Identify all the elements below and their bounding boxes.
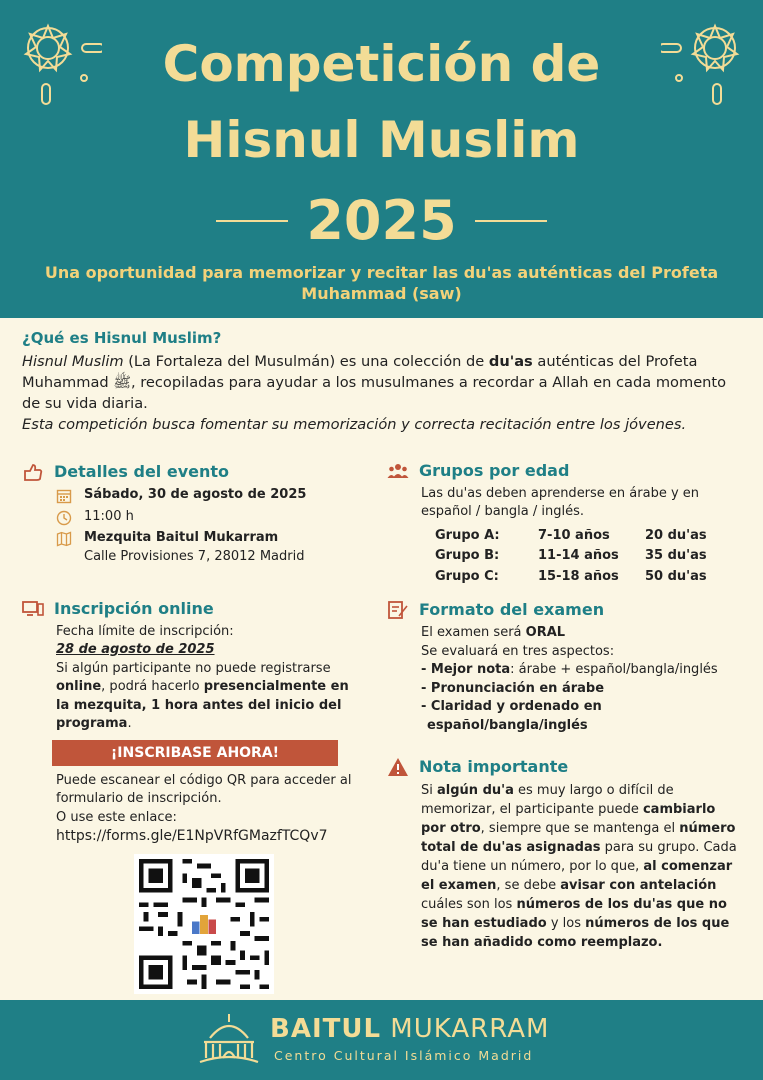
registration-link[interactable]: https://forms.gle/E1NpVRfGMazfTCQv7 [56, 828, 328, 844]
exam-item [421, 661, 737, 680]
event-date-text: Sábado, 30 de agosto de 2025 [84, 487, 307, 502]
intro-bold: du'as [488, 353, 533, 370]
table-row [435, 546, 707, 567]
registration-title: Inscripción online [54, 599, 214, 618]
important-bold: número total de du'as asignadas [421, 821, 736, 855]
title-line-1: Competición de [162, 35, 601, 93]
qr-code[interactable] [134, 854, 274, 994]
exam-format-title-row [387, 600, 737, 620]
event-time-text: 11:00 h [84, 508, 134, 524]
brand-bold: BAITUL [270, 1014, 382, 1044]
brand-rest: MUKARRAM [381, 1014, 550, 1044]
important-bold: al comenzar el examen [421, 859, 733, 893]
calendar-icon [56, 488, 72, 504]
header-banner [0, 0, 763, 318]
year-row [0, 188, 763, 254]
deadline-label: Fecha límite de inscripción: [56, 623, 234, 639]
exam-oral [421, 624, 737, 643]
group-ages: 11-14 años [538, 548, 619, 563]
important-note [387, 757, 739, 952]
exam-bold: ORAL [525, 625, 566, 640]
important-title-row [387, 757, 739, 777]
group-duas: 35 du'as [645, 548, 707, 563]
qr-instruction: Puede escanear el código QR para acceder al formulario de inscripción. [56, 772, 352, 806]
note-text: Si algún participante no puede registrarse [56, 660, 331, 676]
event-date [56, 486, 352, 505]
exam-aspects: Se evaluará en tres aspectos: [421, 643, 615, 659]
important-bold: avisar con antelación [560, 878, 717, 893]
important-bold: números de los du'as que no se han estudiado [421, 897, 727, 931]
exam-item-text: : árabe + español/bangla/inglés [510, 662, 718, 677]
age-groups-title: Grupos por edad [419, 461, 570, 480]
note-text: , podrá hacerlo [101, 679, 204, 694]
important-plain: es muy largo o difícil de memorizar, el participante puede [421, 783, 674, 817]
intro-text: auténticas del Profeta Muhammad ﷺ, recopiladas para ayudar a los musulmanes a recordar a Allah en cada momento de su vida diaria. [22, 353, 727, 412]
important-text [387, 781, 739, 952]
map-icon [56, 531, 72, 547]
age-groups-title-row [387, 462, 737, 481]
link-label: O use este enlace: [56, 809, 177, 825]
note-text: . [127, 716, 132, 731]
brand-subtitle: Centro Cultural Islámico Madrid [274, 1048, 534, 1063]
note-bold: presencialmente en la mezquita, 1 hora antes del inicio del programa [56, 679, 349, 731]
table-row [435, 526, 707, 547]
important-plain: para su grupo. Cada du'a tiene un número, por lo que, [421, 840, 737, 874]
event-details-title-row [22, 462, 352, 482]
computer-icon [22, 600, 44, 618]
year: 2025 [306, 189, 457, 252]
title-line-2: Hisnul Muslim [183, 111, 580, 169]
important-plain: , siempre que se mantenga el [480, 821, 680, 836]
event-venue [56, 529, 352, 566]
intro-italic: Hisnul Muslim [22, 353, 124, 370]
group-name: Grupo C: [435, 568, 499, 584]
divider [216, 220, 288, 222]
footer [0, 1000, 763, 1080]
event-details-title: Detalles del evento [54, 461, 230, 481]
important-bold: cambiarlo por otro [421, 802, 716, 836]
important-plain: cuáles son los [421, 897, 517, 912]
intro-heading: ¿Qué es Hisnul Muslim? [22, 329, 222, 347]
event-time [56, 508, 352, 527]
group-ages: 15-18 años [538, 568, 619, 584]
important-title: Nota importante [419, 756, 569, 776]
important-bold: algún du'a [437, 783, 514, 798]
brand-name [270, 1014, 549, 1044]
important-plain: y los [546, 916, 586, 931]
groups-table [435, 526, 707, 588]
exam-format [387, 600, 737, 735]
divider [475, 220, 547, 222]
group-name: Grupo B: [435, 548, 500, 563]
intro-goal: Esta competición busca fomentar su memorización y correcta recitación entre los jóvenes. [22, 416, 687, 433]
form-icon [387, 600, 409, 620]
intro-paragraph [22, 351, 742, 414]
group-name: Grupo A: [435, 527, 500, 543]
people-icon [387, 462, 409, 480]
exam-text: El examen será [421, 625, 526, 640]
event-details [22, 462, 352, 566]
groups-intro: Las du'as deben aprenderse en árabe y en español / bangla / inglés. [421, 485, 700, 519]
exam-item: - Pronunciación en árabe [421, 680, 605, 696]
registration-title-row [22, 600, 357, 619]
important-plain: , se debe [496, 878, 561, 893]
important-plain: Si [421, 783, 437, 798]
exam-item: - Claridad y ordenado en español/bangla/inglés [421, 699, 602, 733]
group-duas: 20 du'as [645, 527, 707, 543]
warning-icon [387, 757, 409, 777]
venue-address: Calle Provisiones 7, 28012 Madrid [84, 548, 305, 564]
note-bold: online [56, 679, 102, 694]
important-bold: números de los que se han añadido como reemplazo. [421, 916, 730, 950]
intro-text: (La Fortaleza del Musulmán) es una colección de [123, 353, 489, 370]
hand-icon [22, 462, 44, 482]
subtitle: Una oportunidad para memorizar y recitar las du'as auténticas del Profeta Muhammad (saw) [44, 263, 719, 303]
register-now-button[interactable]: ¡INSCRIBASE AHORA! [52, 740, 338, 766]
registration-section [22, 600, 357, 1000]
registration-note [56, 660, 357, 734]
mosque-logo-icon [196, 1012, 262, 1068]
venue-name: Mezquita Baitul Mukarram [84, 530, 279, 545]
intro-section [22, 328, 742, 435]
clock-icon [56, 510, 72, 526]
exam-item-bold: - Mejor nota [421, 662, 511, 677]
deadline-date: 28 de agosto de 2025 [56, 642, 215, 657]
group-ages: 7-10 años [538, 527, 610, 543]
table-row [435, 567, 707, 588]
exam-format-title: Formato del examen [419, 599, 605, 619]
age-groups [387, 462, 737, 587]
group-duas: 50 du'as [645, 568, 707, 584]
